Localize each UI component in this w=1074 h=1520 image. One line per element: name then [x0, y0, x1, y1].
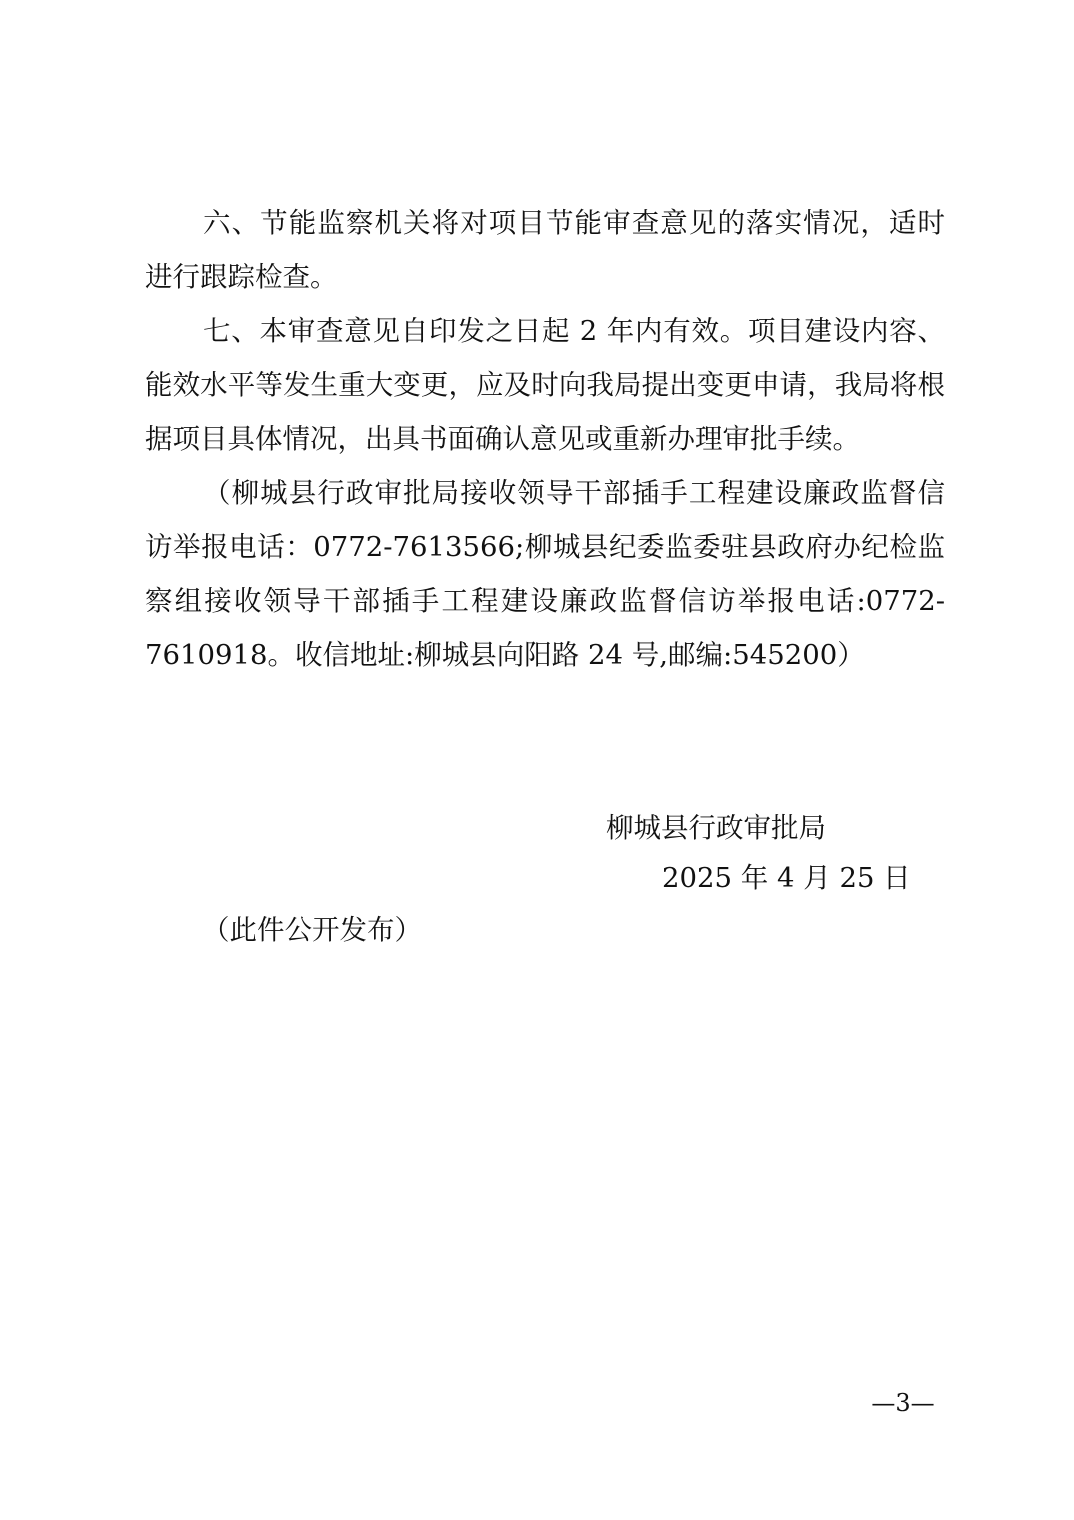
page-number: —3— [871, 1389, 935, 1417]
issuer-signature: 柳城县行政审批局 [606, 812, 826, 844]
public-release-note: （此件公开发布） [202, 914, 422, 946]
paragraph-item-6 [145, 196, 945, 304]
issue-date: 2025 年 4 月 25 日 [662, 862, 911, 894]
contact-note-text: （柳城县行政审批局接收领导干部插手工程建设廉政监督信访举报电话：0772-7613566;柳城县纪委监委驻县政府办纪检监察组接收领导干部插手工程建设廉政监督信访举报电话:0772-7610918。收信地址:柳城县向阳路 24 号,邮编:545200） [145, 477, 945, 671]
paragraph-item-7 [145, 304, 945, 466]
paragraph-item-7-text: 七、本审查意见自印发之日起 2 年内有效。项目建设内容、能效水平等发生重大变更，应及时向我局提出变更申请，我局将根据项目具体情况，出具书面确认意见或重新办理审批手续。 [145, 315, 945, 455]
paragraph-item-6-text: 六、节能监察机关将对项目节能审查意见的落实情况，适时进行跟踪检查。 [145, 207, 945, 293]
contact-note-paragraph [145, 466, 945, 682]
